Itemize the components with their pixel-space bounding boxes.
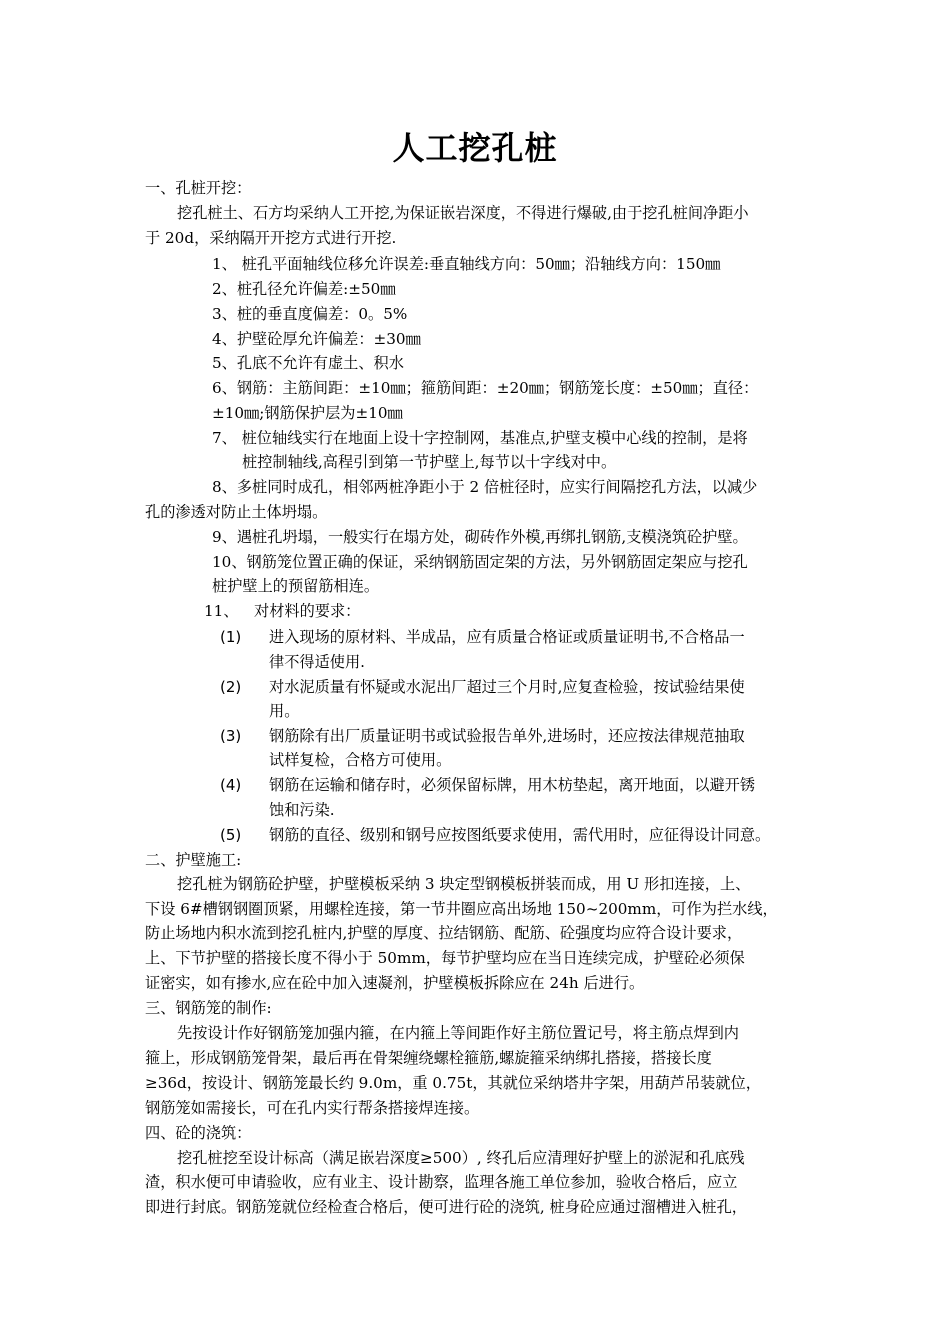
sub-item-continuation: 蚀和污染. xyxy=(269,801,335,819)
sub-item-number: (4) xyxy=(220,776,242,794)
sub-item: 进入现场的原材料、半成品，应有质量合格证或质量证明书,不合格品一 xyxy=(269,628,745,646)
paragraph-line: 渣，积水便可申请验收，应有业主、设计勘察，监理各施工单位参加，验收合格后，应立 xyxy=(145,1173,738,1191)
section-heading: 四、砼的浇筑： xyxy=(145,1124,252,1142)
paragraph-line: 挖孔桩土、石方均采纳人工开挖,为保证嵌岩深度，不得进行爆破,由于挖孔桩间净距小 xyxy=(177,204,749,222)
section-heading: 三、钢筋笼的制作: xyxy=(145,999,272,1017)
paragraph-line: 上、下节护壁的搭接长度不得小于 50mm，每节护壁均应在当日连续完成，护壁砼必须保 xyxy=(145,949,745,967)
paragraph-line: 先按设计作好钢筋笼加强内箍，在内箍上等间距作好主筋位置记号，将主筋点焊到内 xyxy=(177,1024,739,1042)
document-title: 人工挖孔桩 xyxy=(392,129,558,167)
sub-item-continuation: 律不得适使用. xyxy=(269,653,365,671)
list-item: 4、护壁砼厚允许偏差：±30㎜ xyxy=(212,330,421,348)
list-item-continuation: ±10㎜;钢筋保护层为±10㎜ xyxy=(212,404,403,422)
list-item: 8、多桩同时成孔，相邻两桩净距小于 2 倍桩径时，应实行间隔挖孔方法，以减少 xyxy=(212,478,758,496)
sub-item-continuation: 用。 xyxy=(269,702,300,720)
paragraph-line: 挖孔桩为钢筋砼护壁，护壁模板采纳 3 块定型钢模板拼装而成，用 U 形扣连接，上、 xyxy=(177,875,751,893)
list-item: 5、孔底不允许有虚土、积水 xyxy=(212,354,404,372)
paragraph-line: 下设 6#槽钢钢圈顶紧，用螺栓连接，第一节井圈应高出场地 150~200mm，可作为拦水线， xyxy=(145,900,778,918)
paragraph-line: 钢筋笼如需接长，可在孔内实行帮条搭接焊连接。 xyxy=(145,1099,480,1117)
list-item: 10、钢筋笼位置正确的保证，采纳钢筋固定架的方法，另外钢筋固定架应与挖孔 xyxy=(212,553,748,571)
paragraph-line: 于 20d，采纳隔开开挖方式进行开挖. xyxy=(145,229,397,247)
list-item-continuation: 桩控制轴线,高程引到第一节护壁上,每节以十字线对中。 xyxy=(242,453,617,471)
sub-item-number: (5) xyxy=(220,826,242,844)
sub-item-continuation: 试样复检，合格方可使用。 xyxy=(269,751,452,769)
paragraph-line: ≥36d，按设计、钢筋笼最长约 9.0m，重 0.75t，其就位采纳塔井字架，用葫芦吊装就位， xyxy=(145,1074,761,1092)
paragraph-line: 箍上，形成钢筋笼骨架，最后再在骨架缠绕螺栓箍筋,螺旋箍采纳绑扎搭接，搭接长度 xyxy=(145,1049,712,1067)
sub-item: 钢筋除有出厂质量证明书或试验报告单外,进场时，还应按法律规范抽取 xyxy=(269,727,745,745)
sub-item-number: (1) xyxy=(220,628,242,646)
list-item-continuation: 桩护壁上的预留筋相连。 xyxy=(212,577,380,595)
list-item: 3、桩的垂直度偏差：0。5% xyxy=(212,305,408,323)
list-item: 9、遇桩孔坍塌，一般实行在塌方处，砌砖作外模,再绑扎钢筋,支模浇筑砼护壁。 xyxy=(212,528,748,546)
paragraph-line: 证密实，如有掺水,应在砼中加入速凝剂，护壁模板拆除应在 24h 后进行。 xyxy=(145,974,645,992)
section-heading: 二、护壁施工: xyxy=(145,851,242,869)
list-item: 7、 桩位轴线实行在地面上设十字控制网，基准点,护壁支模中心线的控制，是将 xyxy=(212,429,748,447)
list-item-number: 11、 xyxy=(204,602,239,620)
paragraph-line: 防止场地内积水流到挖孔桩内,护壁的厚度、拉结钢筋、配筋、砼强度均应符合设计要求， xyxy=(145,924,743,942)
sub-item: 钢筋在运输和储存时，必须保留标牌，用木枋垫起，离开地面，以避开锈 xyxy=(269,776,755,794)
sub-item: 对水泥质量有怀疑或水泥出厂超过三个月时,应复查检验，按试验结果使 xyxy=(269,678,745,696)
paragraph-line: 即进行封底。钢筋笼就位经检查合格后，便可进行砼的浇筑, 桩身砼应通过溜槽进入桩孔， xyxy=(145,1198,747,1216)
list-item: 2、桩孔径允许偏差:±50㎜ xyxy=(212,280,396,298)
list-item: 对材料的要求： xyxy=(254,602,361,620)
paragraph-line: 挖孔桩挖至设计标高（满足嵌岩深度≥500）, 终孔后应清理好护壁上的淤泥和孔底残 xyxy=(177,1149,745,1167)
sub-item-number: (2) xyxy=(220,678,242,696)
list-item: 6、钢筋：主筋间距：±10㎜；箍筋间距：±20㎜；钢筋笼长度：±50㎜；直径： xyxy=(212,379,759,397)
sub-item: 钢筋的直径、级别和钢号应按图纸要求使用，需代用时，应征得设计同意。 xyxy=(269,826,771,844)
sub-item-number: (3) xyxy=(220,727,242,745)
list-item-continuation: 孔的渗透对防止土体坍塌。 xyxy=(145,503,328,521)
list-item: 1、 桩孔平面轴线位移允许误差:垂直轴线方向：50㎜；沿轴线方向：150㎜ xyxy=(212,255,721,273)
section-heading: 一、孔桩开挖： xyxy=(145,179,252,197)
